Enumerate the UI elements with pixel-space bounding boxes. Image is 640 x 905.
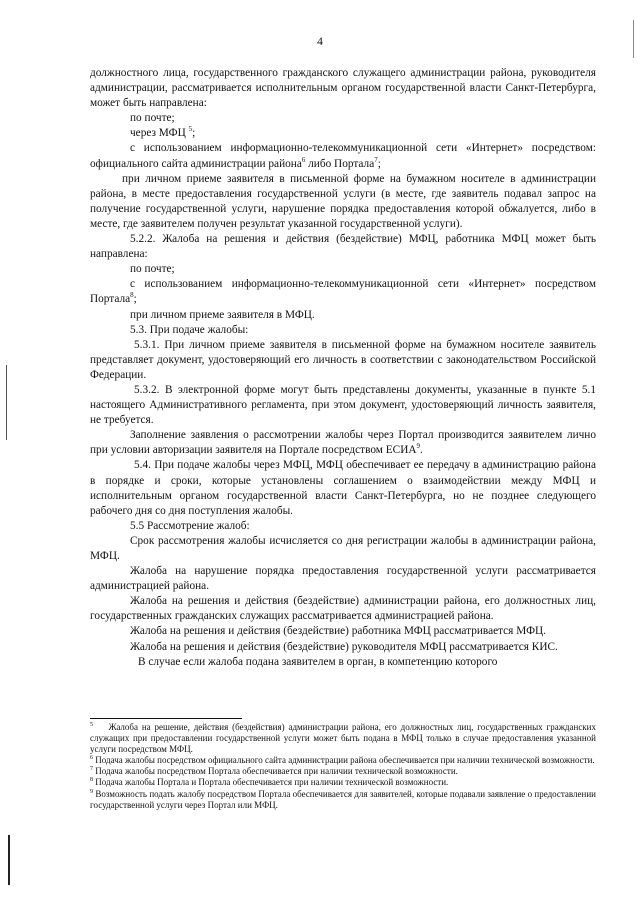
paragraph-5-3: 5.3. При подаче жалобы: <box>130 323 249 336</box>
footnote-7 <box>90 766 596 777</box>
paragraph-mfc-worker: Жалоба на решения и действия (бездействие) работника МФЦ рассматривается МФЦ. <box>130 625 547 638</box>
scan-mark-right <box>633 20 634 58</box>
by-mail-item: по почте; <box>130 112 175 125</box>
paragraph-portal-filling: Заполнение заявления о рассмотрении жалобы через Портал производится заявителем лично при условии авторизации заявителя на Портале посредством ЕСИА$^9$. <box>90 429 596 457</box>
footnote-7-text: Подача жалобы посредством Портала обеспечивается при наличии технической возможности. <box>95 766 458 777</box>
footnote-6-number: 6 <box>90 755 93 762</box>
binding-mark <box>8 835 10 885</box>
page-number: 4 <box>317 36 323 48</box>
footnote-6-text: Подача жалобы посредством официального сайта администрации района обеспечивается при наличии технической возможности. <box>95 755 595 766</box>
document-body <box>90 66 596 670</box>
paragraph-mfc-head: Жалоба на решения и действия (бездействие) руководителя МФЦ рассматривается КИС. <box>130 640 558 653</box>
footnotes <box>90 722 596 811</box>
footnote-ref-6: 6 <box>301 155 306 164</box>
paragraph-violation: Жалоба на нарушение порядка предоставления государственной услуги рассматривается администрацией района. <box>90 565 596 593</box>
footnote-5 <box>90 722 596 755</box>
internet-item: с использованием информационно-телекоммуникационной сети «Интернет» посредством: официального сайта администрации района$^6$ либо Портала$^7$; <box>90 142 596 170</box>
paragraph-term: Срок рассмотрения жалобы исчисляется со дня регистрации жалобы в администрации района, МФЦ. <box>90 534 596 562</box>
in-person-mfc-item: при личном приеме заявителя в МФЦ. <box>130 308 315 321</box>
internet-text-a: с использованием информационно-телекоммуникационной сети «Интернет» посредством: официального сайта администрации района <box>90 142 596 170</box>
by-mail-item-2: по почте; <box>130 263 175 276</box>
footnote-9-number: 9 <box>90 788 93 795</box>
footnote-5-number: 5 <box>90 722 93 728</box>
scan-mark-left <box>6 365 7 440</box>
paragraph-5-2-2: 5.2.2. Жалоба на решения и действия (бездействие) МФЦ, работника МФЦ может быть направлена: <box>90 233 596 261</box>
footnote-9-text: Возможность подать жалобу посредством Портала обеспечивается для заявителей, которые подавали заявление о предоставлении государственной услуги через Портал или МФЦ. <box>90 788 596 810</box>
footnote-ref-8: 8 <box>130 291 134 300</box>
footnote-ref-7: 7 <box>374 155 378 164</box>
paragraph-admin-officials: Жалоба на решения и действия (бездействие) администрации района, его должностных лиц, государственных гражданских служащих рассматривается администрацией района. <box>90 595 596 623</box>
internet-text-b: либо Портала <box>305 157 375 170</box>
footnote-ref-9: 9 <box>416 442 421 451</box>
footnote-7-number: 7 <box>90 766 93 773</box>
in-person-district-item: при личном приеме заявителя в письменной форме на бумажном носителе в администрации района, в месте предоставления государственной услуги (в месте, где заявитель подавал запрос на получение государственной услуги, нарушение порядка предоставления которой обжалуется, либо в месте, где заявителем получен результат указанной государственной услуги). <box>90 172 596 230</box>
footnote-8-text: Подача жалобы Портала и Портала обеспечивается при наличии технической возможности. <box>95 777 449 788</box>
paragraph-5-3-1: 5.3.1. При личном приеме заявителя в письменной форме на бумажном носителе заявитель представляет документ, удостоверяющий его личность в соответствии с законодательством Российской Федерации. <box>90 338 596 381</box>
footnote-8 <box>90 777 596 788</box>
footnote-rule <box>90 718 242 719</box>
internet-portal-text: с использованием информационно-телекоммуникационной сети «Интернет» посредством Портала <box>90 278 596 306</box>
footnote-8-number: 8 <box>90 777 93 784</box>
via-mfc-item: через МФЦ $^5$; <box>130 125 196 140</box>
portal-filling-text: Заполнение заявления о рассмотрении жалобы через Портал производится заявителем лично при условии авторизации заявителя на Портале посредством ЕСИА <box>90 429 596 457</box>
footnote-5-text: Жалоба на решение, действия (бездействия) администрации района, его должностных лиц, государственных гражданских служащих при предоставлении государственной услуги может быть подана в МФЦ только в случае предоставления указанной услуги посредством МФЦ. <box>90 722 596 755</box>
paragraph-last: В случае если жалоба подана заявителем в орган, в компетенцию которого <box>138 655 498 668</box>
via-mfc-text: через МФЦ <box>130 127 186 140</box>
paragraph-5-4: 5.4. При подаче жалобы через МФЦ, МФЦ обеспечивает ее передачу в администрацию района в порядке и сроки, которые установлены соглашением о взаимодействии между МФЦ и исполнительным органом государственной власти Санкт-Петербурга, но не позднее следующего рабочего дня со дня поступления жалобы. <box>90 459 596 517</box>
footnote-6 <box>90 755 596 766</box>
intro-paragraph: должностного лица, государственного гражданского служащего администрации района, руководителя администрации, рассматривается исполнительным органом государственной власти Санкт-Петербурга, может быть направлена: <box>90 67 596 110</box>
footnote-ref-5: 5 <box>188 125 193 134</box>
paragraph-5-3-2: 5.3.2. В электронной форме могут быть представлены документы, указанные в пункте 5.1 настоящего Административного регламента, при этом документ, удостоверяющий личность заявителя, не требуется. <box>90 383 596 427</box>
internet-portal-item: с использованием информационно-телекоммуникационной сети «Интернет» посредством Портала$^8$; <box>90 278 596 306</box>
footnote-9 <box>90 789 596 811</box>
paragraph-5-5: 5.5 Рассмотрение жалоб: <box>130 519 250 532</box>
